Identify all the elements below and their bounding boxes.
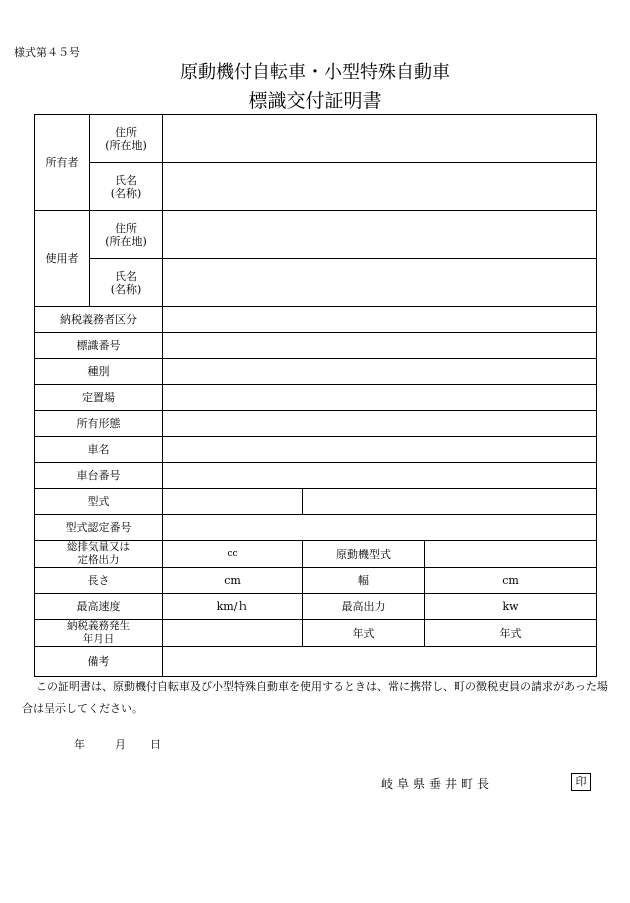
owner-name-row <box>35 163 597 211</box>
type-class-row <box>35 359 597 385</box>
seal-box: 印 <box>571 773 591 791</box>
width-unit: cm <box>425 568 597 594</box>
storage-location-field[interactable] <box>163 385 597 411</box>
date-year: 年 <box>74 738 85 751</box>
plate-number-field[interactable] <box>163 333 597 359</box>
model-cert-number-label: 型式認定番号 <box>35 515 163 541</box>
user-label: 使用者 <box>35 211 90 307</box>
issue-date <box>74 736 161 752</box>
displacement-label: 総排気量又は 定格出力 <box>35 541 163 568</box>
owner-address-row <box>35 115 597 163</box>
form-number: 様式第４５号 <box>14 46 80 59</box>
taxpayer-category-row <box>35 307 597 333</box>
speed-unit: km/ｈ <box>163 594 303 620</box>
user-address-field[interactable] <box>163 211 597 259</box>
vehicle-name-label: 車名 <box>35 437 163 463</box>
owner-name-field[interactable] <box>163 163 597 211</box>
page-title-line2: 標識交付証明書 <box>248 90 382 112</box>
displacement-unit: cc <box>163 541 303 568</box>
length-label: 長さ <box>35 568 163 594</box>
model-cert-number-field[interactable] <box>163 515 597 541</box>
max-output-label: 最高出力 <box>303 594 425 620</box>
engine-model-label: 原動機型式 <box>303 541 425 568</box>
storage-location-label: 定置場 <box>35 385 163 411</box>
model-cert-number-row <box>35 515 597 541</box>
ownership-form-label: 所有形態 <box>35 411 163 437</box>
storage-location-row <box>35 385 597 411</box>
user-name-label: 氏名 (名称) <box>90 259 163 307</box>
vehicle-name-field[interactable] <box>163 437 597 463</box>
owner-name-label: 氏名 (名称) <box>90 163 163 211</box>
user-address-row <box>35 211 597 259</box>
remarks-label: 備考 <box>35 647 163 677</box>
owner-address-label: 住所 (所在地) <box>90 115 163 163</box>
type-class-field[interactable] <box>163 359 597 385</box>
chassis-number-label: 車台番号 <box>35 463 163 489</box>
plate-number-row <box>35 333 597 359</box>
performance-row <box>35 594 597 620</box>
ownership-form-field[interactable] <box>163 411 597 437</box>
date-month: 月 <box>115 738 126 751</box>
displacement-row <box>35 541 597 568</box>
tax-date-row <box>35 620 597 647</box>
owner-label: 所有者 <box>35 115 90 211</box>
model-field-a[interactable] <box>163 489 303 515</box>
output-unit: kw <box>425 594 597 620</box>
tax-date-label: 納税義務発生 年月日 <box>35 620 163 647</box>
remarks-row <box>35 647 597 677</box>
taxpayer-category-field[interactable] <box>163 307 597 333</box>
dimensions-row <box>35 568 597 594</box>
model-row <box>35 489 597 515</box>
type-class-label: 種別 <box>35 359 163 385</box>
year-model-a: 年式 <box>303 620 425 647</box>
issuer-name: 岐阜県垂井町長 <box>381 777 494 791</box>
taxpayer-category-label: 納税義務者区分 <box>35 307 163 333</box>
width-label: 幅 <box>303 568 425 594</box>
owner-address-field[interactable] <box>163 115 597 163</box>
certificate-table <box>34 114 597 677</box>
chassis-number-row <box>35 463 597 489</box>
notice-text: この証明書は、原動機付自転車及び小型特殊自動車を使用するときは、常に携帯し、町の徴税吏員の請求があった場合は呈示してください。 <box>22 680 608 715</box>
plate-number-label: 標識番号 <box>35 333 163 359</box>
date-day: 日 <box>150 738 161 751</box>
model-field-b[interactable] <box>303 489 597 515</box>
engine-model-field[interactable] <box>425 541 597 568</box>
max-speed-label: 最高速度 <box>35 594 163 620</box>
chassis-number-field[interactable] <box>163 463 597 489</box>
user-name-row <box>35 259 597 307</box>
user-address-label: 住所 (所在地) <box>90 211 163 259</box>
vehicle-name-row <box>35 437 597 463</box>
tax-date-field[interactable] <box>163 620 303 647</box>
length-unit: cm <box>163 568 303 594</box>
year-model-b: 年式 <box>425 620 597 647</box>
user-name-field[interactable] <box>163 259 597 307</box>
model-label: 型式 <box>35 489 163 515</box>
ownership-form-row <box>35 411 597 437</box>
page-title-line1: 原動機付自転車・小型特殊自動車 <box>180 62 450 83</box>
remarks-field[interactable] <box>163 647 597 677</box>
